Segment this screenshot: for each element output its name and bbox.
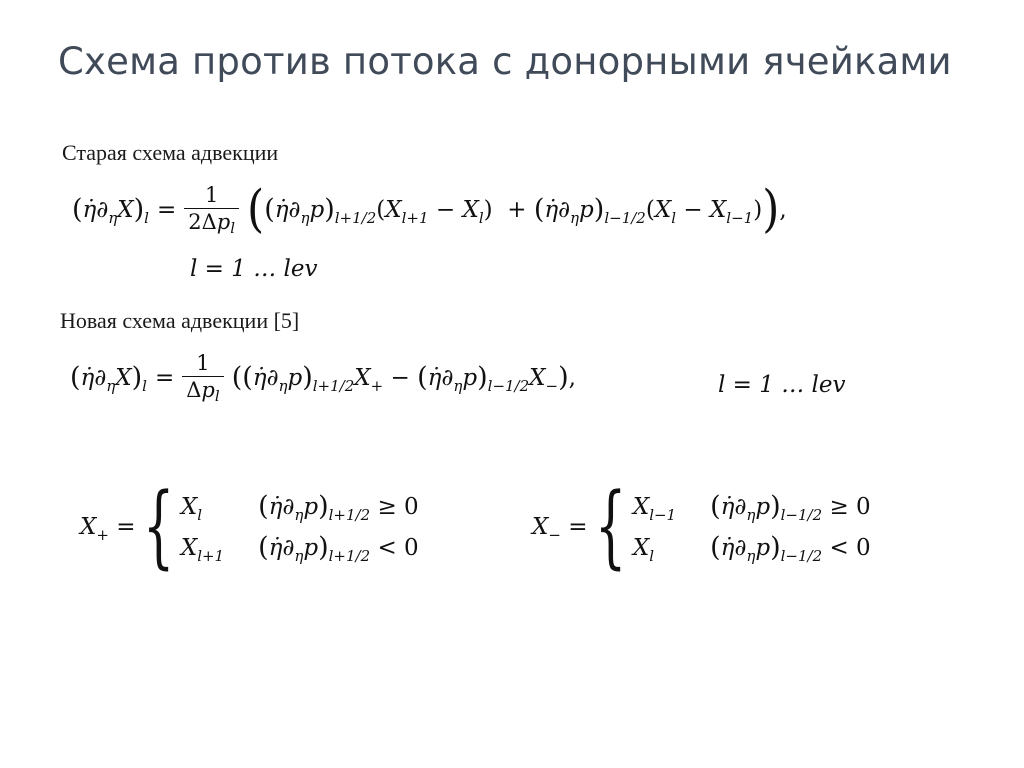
x-minus-definition: X − = { X l−1 ( η̇ ∂ η p ) l−1/2 ≥ 0 X l ( η̇ ∂ η p ) l−1/2 < 0 xyxy=(532,474,871,579)
old-scheme-range: l = 1 … lev xyxy=(190,256,318,282)
new-scheme-label: Новая схема адвекции [5] xyxy=(60,308,300,333)
new-scheme-formula: ( η̇ ∂ η X ) l = $\frac{1}{\text{Δpl}}$ ( ( η̇ ∂ η p ) l+1/2 X + − ( η̇ ∂ η p ) l−1/2 X − ) , xyxy=(70,351,576,405)
old-scheme-label: Старая схема адвекции xyxy=(62,140,279,165)
slide-title: Схема против потока с донорными ячейками xyxy=(58,40,952,83)
new-scheme-range: l = 1 … lev xyxy=(718,372,846,398)
x-plus-definition: X + = { X l ( η̇ ∂ η p ) l+1/2 ≥ 0 X l+1 ( η̇ ∂ η p ) l+1/2 < 0 xyxy=(80,474,419,579)
old-scheme-formula: ( η̇ ∂ η X ) l = $\frac{1}{\text{2Δpl}}$ ( ( η̇ ∂ η p ) l+1/2 ( X l+1 − X l ) + ( η̇ ∂ η p ) l−1/2 ( X l − X l−1 ) ) , xyxy=(72,179,787,239)
